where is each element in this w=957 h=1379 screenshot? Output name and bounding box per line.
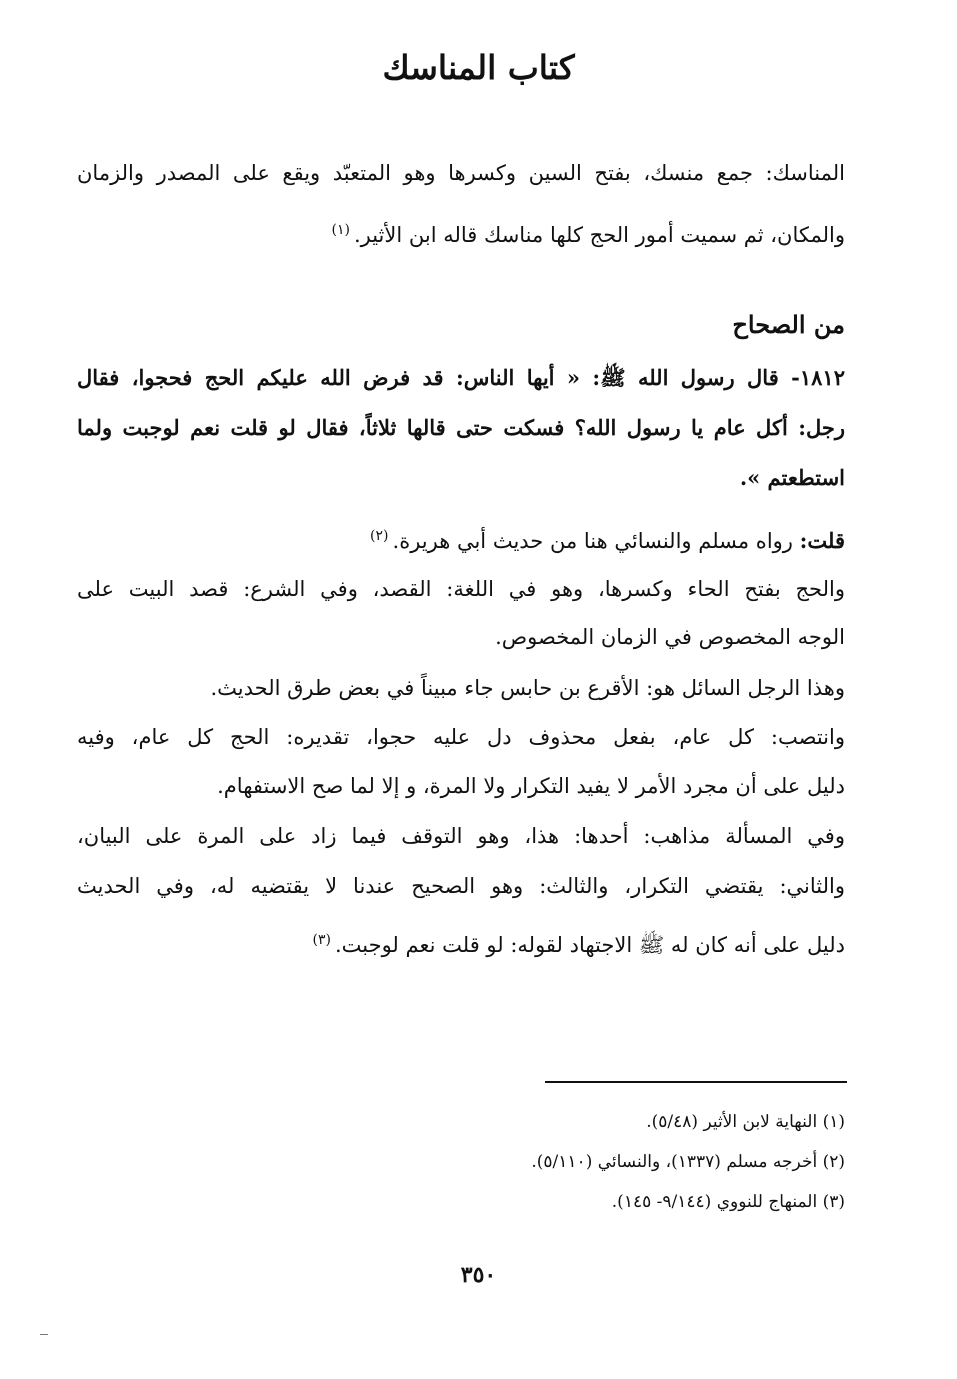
footnote-1: (١) النهاية لابن الأثير (٥/٤٨). xyxy=(646,1112,845,1132)
footnote-ref-2[interactable]: (٢) xyxy=(370,528,389,544)
para4-line-3-text: دليل على أنه كان له ﷺ الاجتهاد لقوله: لو قلت نعم لوجبت. xyxy=(334,933,845,957)
intro-line-2-text: والمكان، ثم سميت أمور الحج كلها مناسك قاله ابن الأثير. xyxy=(353,223,845,247)
qult-label: قلت: xyxy=(799,528,845,553)
para1-line-2: الوجه المخصوص في الزمان المخصوص. xyxy=(495,625,845,649)
intro-line-1: المناسك: جمع منسك، بفتح السين وكسرها وهو المتعبّد ويقع على المصدر والزمان xyxy=(77,161,845,185)
section-heading: من الصحاح xyxy=(732,310,845,339)
footnote-2: (٢) أخرجه مسلم (١٣٣٧)، والنسائي (٥/١١٠). xyxy=(531,1152,845,1172)
hadith-line-1: ١٨١٢- قال رسول الله ﷺ: « أيها الناس: قد فرض الله عليكم الحج فحجوا، فقال xyxy=(77,365,845,390)
para4-line-1: وفي المسألة مذاهب: أحدها: هذا، وهو التوقف فيما زاد على المرة على البيان، xyxy=(77,824,845,848)
footnote-divider xyxy=(545,1081,847,1083)
para2-line-1: وهذا الرجل السائل هو: الأقرع بن حابس جاء مبيناً في بعض طرق الحديث. xyxy=(210,676,845,700)
scan-mark xyxy=(40,1334,48,1335)
footnote-3: (٣) المنهاج للنووي (٩/١٤٤- ١٤٥). xyxy=(611,1192,845,1212)
footnote-ref-3[interactable]: (٣) xyxy=(312,932,331,948)
intro-line-2 xyxy=(77,215,845,250)
qult-line xyxy=(77,521,845,556)
hadith-line-2: رجل: أكل عام يا رسول الله؟ فسكت حتى قالها ثلاثاً، فقال لو قلت نعم لوجبت ولما xyxy=(77,415,845,440)
qult-text: رواه مسلم والنسائي هنا من حديث أبي هريرة. xyxy=(392,529,793,553)
page-number: ٣٥٠ xyxy=(460,1262,497,1288)
chapter-title: كتاب المناسك xyxy=(382,48,575,87)
footnote-ref-1[interactable]: (١) xyxy=(331,222,350,238)
hadith-line-3: استطعتم ». xyxy=(739,465,845,490)
para1-line-1: والحج بفتح الحاء وكسرها، وهو في اللغة: القصد، وفي الشرع: قصد البيت على xyxy=(77,577,845,601)
para4-line-2: والثاني: يقتضي التكرار، والثالث: وهو الصحيح عندنا لا يقتضيه له، وفي الحديث xyxy=(77,874,845,898)
para3-line-1: وانتصب: كل عام، بفعل محذوف دل عليه حجوا، تقديره: الحج كل عام، وفيه xyxy=(77,725,845,749)
para3-line-2: دليل على أن مجرد الأمر لا يفيد التكرار ولا المرة، و إلا لما صح الاستفهام. xyxy=(217,774,845,798)
para4-line-3 xyxy=(77,925,845,960)
